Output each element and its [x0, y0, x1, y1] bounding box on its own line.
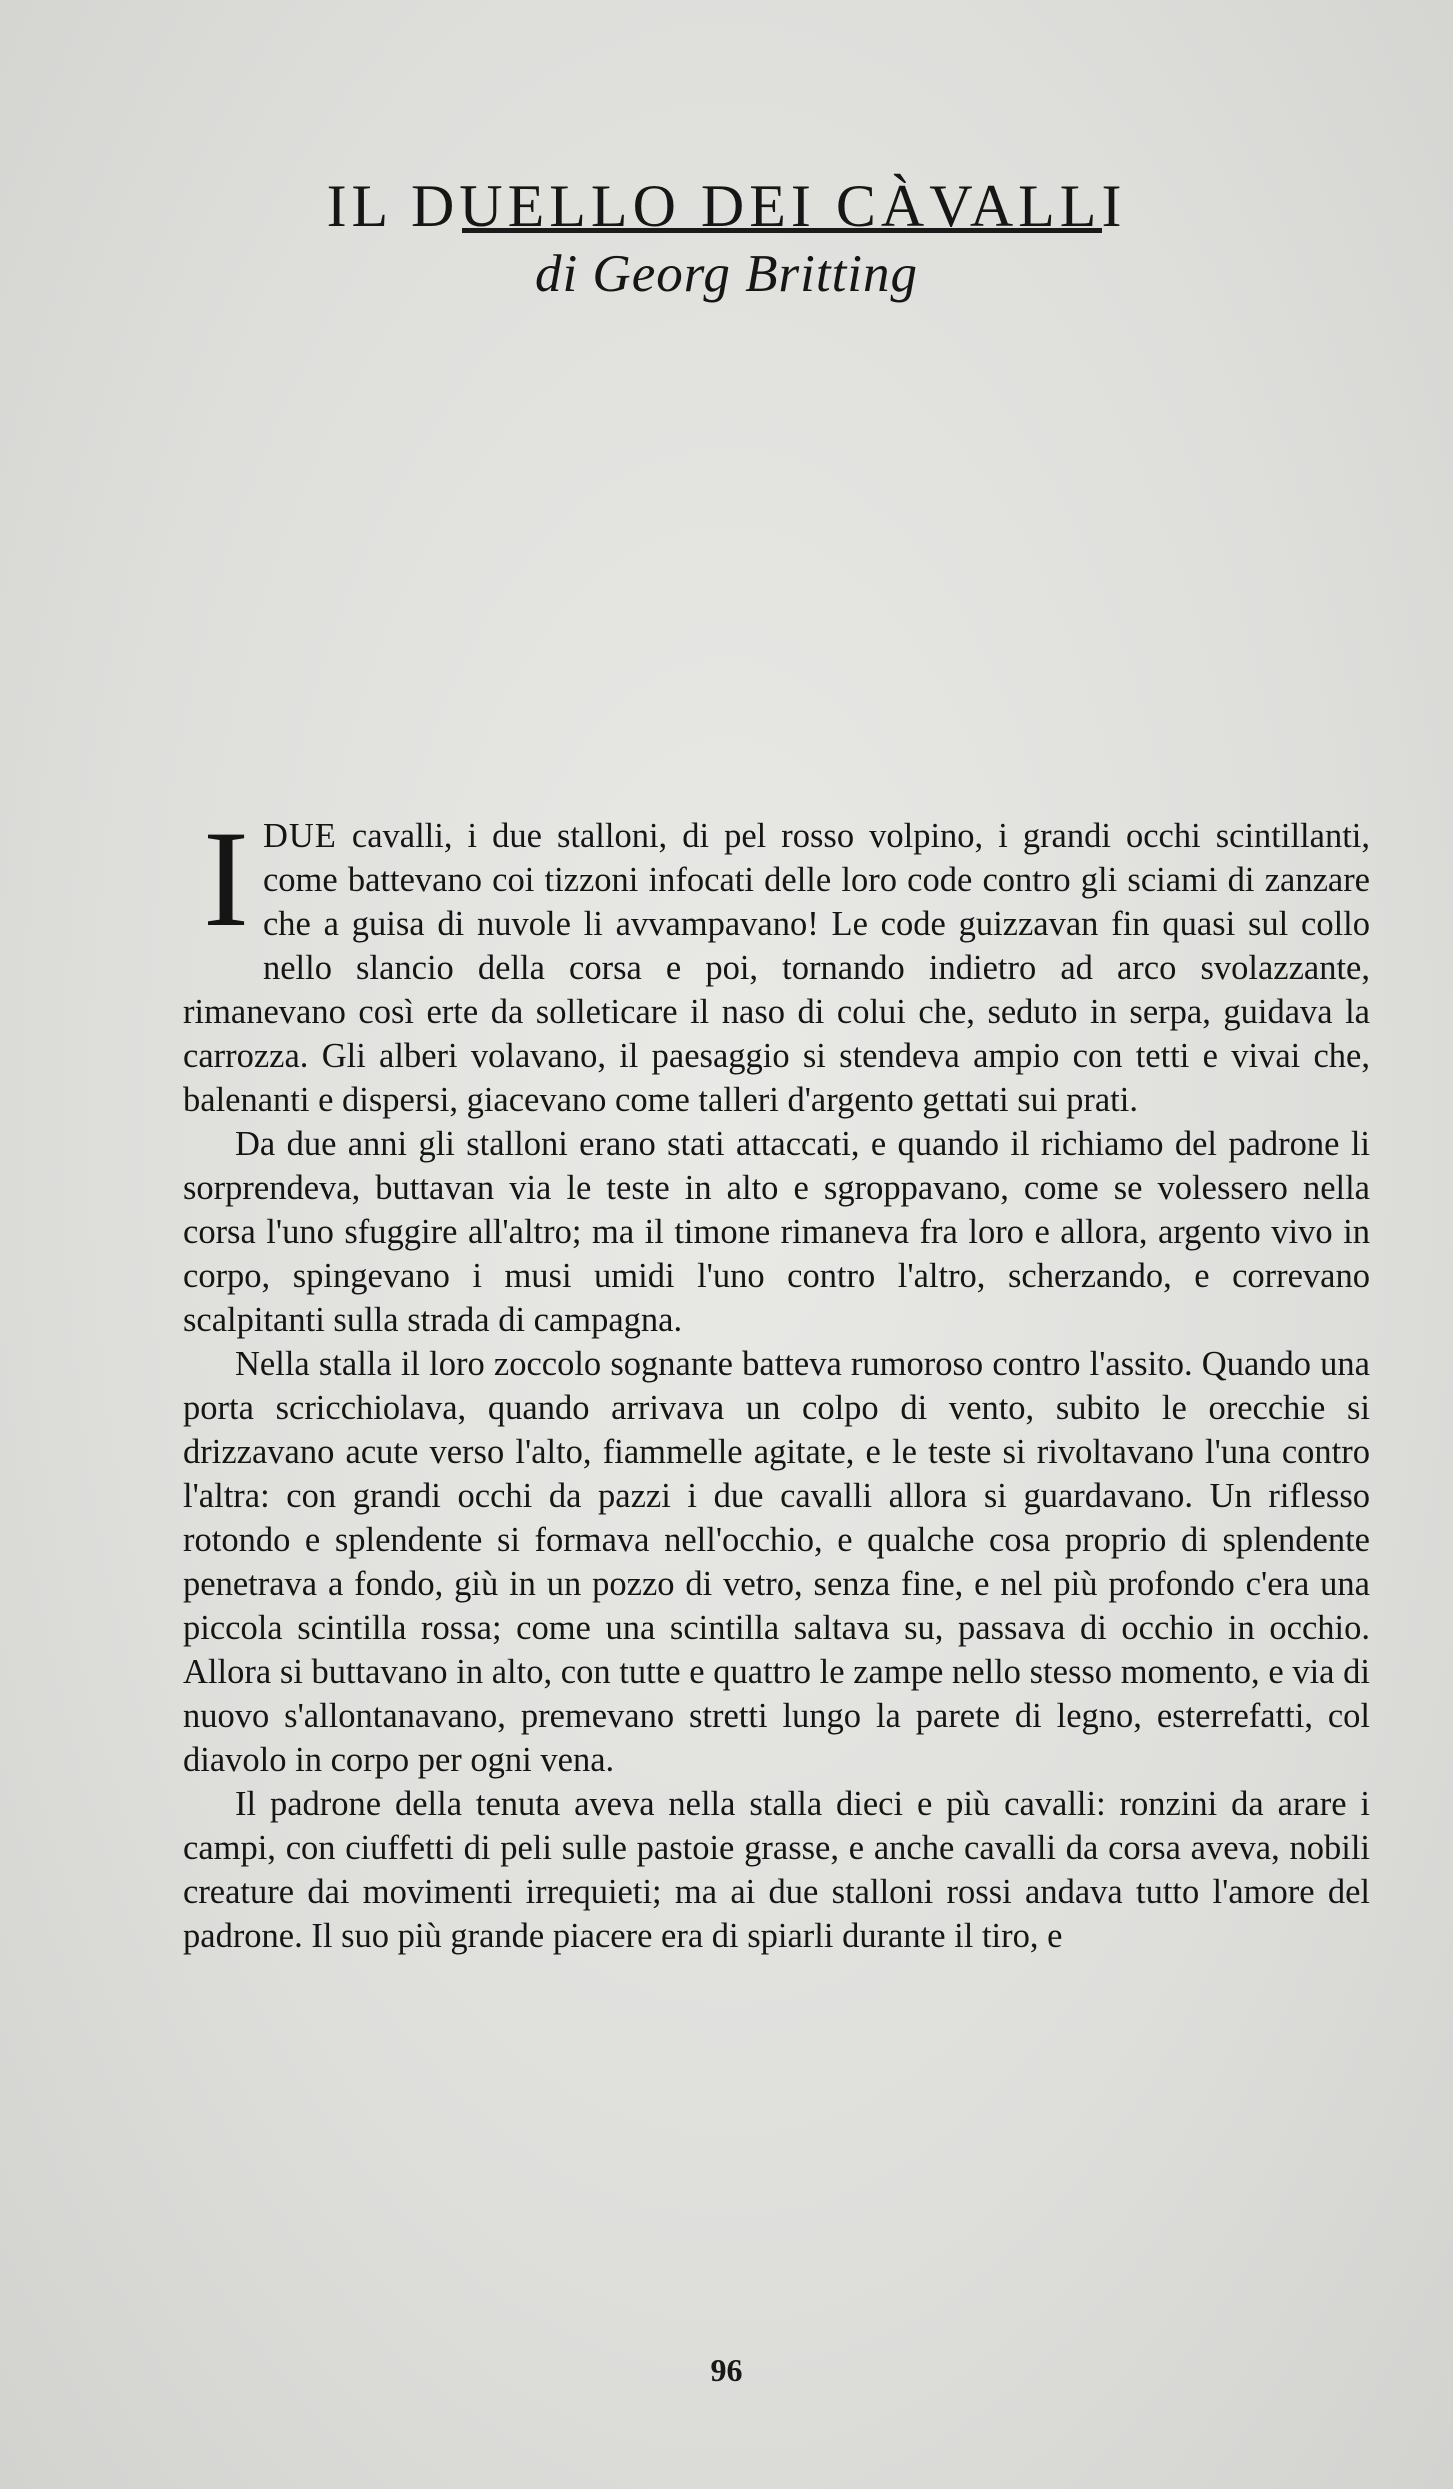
paragraph-4: Il padrone della tenuta aveva nella stalla dieci e più cavalli: ronzini da arare i campi, con ciuffetti di peli sulle pastoie grasse, e anche cavalli da corsa aveva, nobili creature dai movimenti irrequieti; ma ai due stalloni rossi andava tutto l'amore del padrone. Il suo più grande piacere era di spiarli durante il tiro, e: [183, 1785, 1370, 1955]
drop-cap: I: [203, 802, 249, 955]
page-number: 96: [710, 2352, 743, 2388]
author-byline: di Georg Britting: [534, 245, 919, 303]
paragraph-1-text: cavalli, i due stalloni, di pel rosso volpino, i grandi occhi scintillanti, come battevano coi tizzoni infocati delle loro code contro gli sciami di zanzare che a guisa di nuvole li avvampavano! Le code guizzavan fin quasi sul collo nello slancio della corsa e poi, tornando indietro ad arco svolazzante, rimanevano così erte da solleticare il naso di colui che, seduto in serpa, guidava la carrozza. Gli alberi volavano, il paesaggio si stendeva ampio con tetti e vivai che, balenanti e dispersi, giacevano come talleri d'argento gettati sui prati.: [183, 817, 1370, 1119]
paragraph-1: [183, 802, 1370, 1122]
paragraph-3: Nella stalla il loro zoccolo sognante batteva rumoroso contro l'assito. Quando una porta scricchiolava, quando arrivava un colpo di vento, subito le orecchie si drizzavano acute verso l'alto, fiammelle agitate, e le teste si rivoltavano l'una contro l'altra: con grandi occhi da pazzi i due cavalli allora si guardavano. Un riflesso rotondo e splendente si formava nell'occhio, e qualche cosa proprio di splendente penetrava a fondo, giù in un pozzo di vetro, senza fine, e nel più profondo c'era una piccola scintilla rossa; come una scintilla saltava su, passava di occhio in occhio. Allora si buttavano in alto, con tutte e quattro le zampe nello stesso momento, e via di nuovo s'allontanavano, premevano stretti lungo la parete di legno, esterrefatti, col diavolo in corpo per ogni vena.: [183, 1345, 1370, 1779]
lead-word: DUE: [262, 817, 337, 855]
article-body: [183, 802, 1370, 1958]
title-rule: [462, 228, 1102, 233]
paragraph-2: Da due anni gli stalloni erano stati attaccati, e quando il richiamo del padrone li sorprendeva, buttavan via le teste in alto e sgroppavano, come se volessero nella corsa l'uno sfuggire all'altro; ma il timone rimaneva fra loro e allora, argento vivo in corpo, spingevano i musi umidi l'uno contro l'altro, scherzando, e correvano scalpitanti sulla strada di campagna.: [183, 1125, 1370, 1339]
article-title: IL DUELLO DEI CÀVALLI: [326, 173, 1127, 240]
